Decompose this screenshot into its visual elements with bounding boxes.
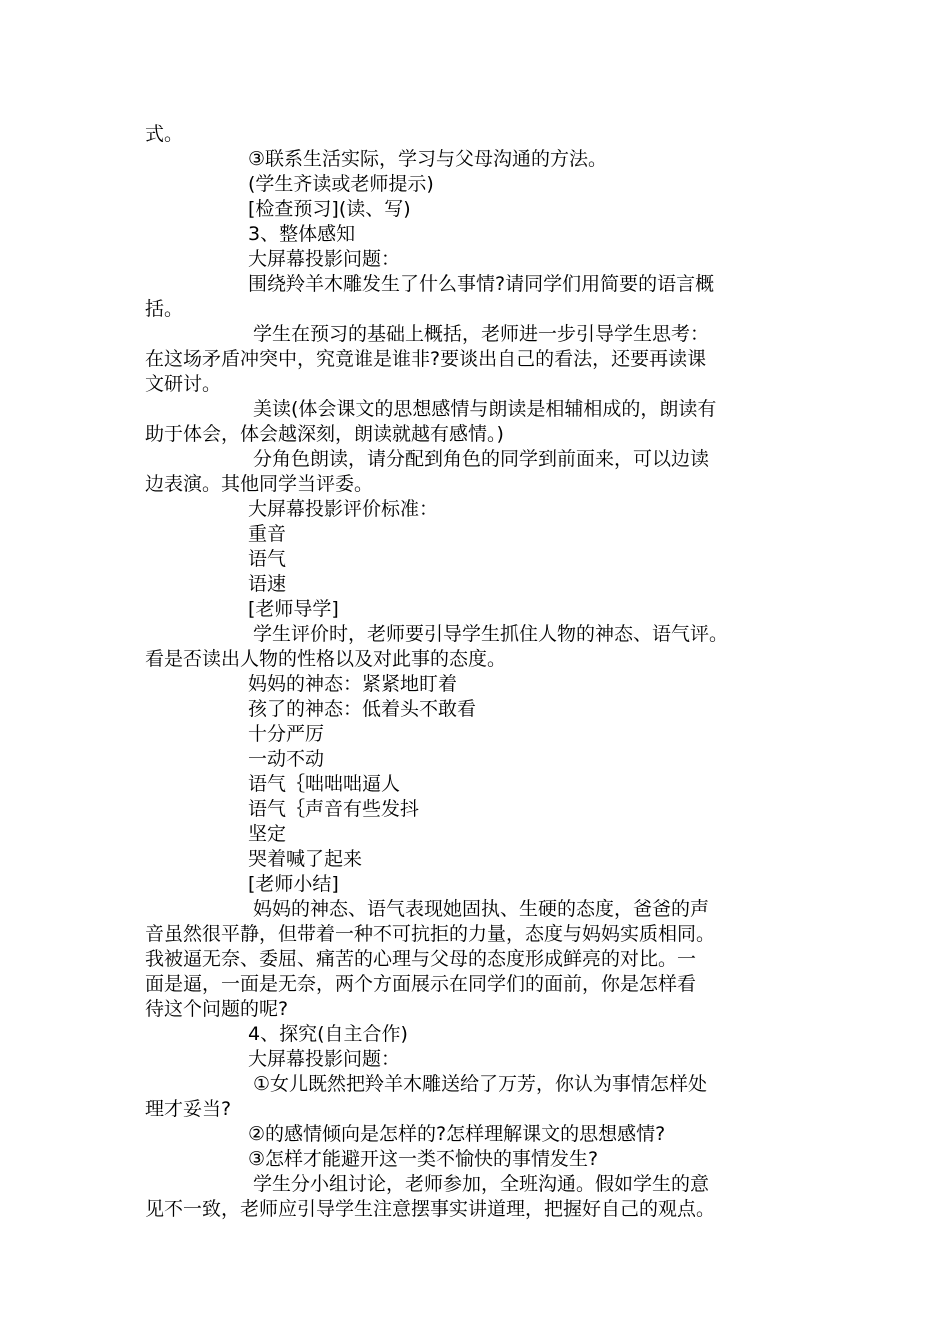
text-line: ③联系生活实际，学习与父母沟通的方法。 — [248, 148, 608, 170]
text-line: 语气｛咄咄咄逼人 — [248, 773, 401, 795]
text-line: 十分严厉 — [248, 723, 325, 745]
text-line: 孩了的神态：低着头不敢看 — [248, 698, 477, 720]
text-line: 括。 — [145, 298, 184, 320]
document-body — [145, 122, 825, 1222]
text-line: 学生评价时，老师要引导学生抓住人物的神态、语气评。 — [253, 623, 729, 645]
text-line: ③怎样才能避开这一类不愉快的事情发生? — [248, 1148, 599, 1170]
text-line: 大屏幕投影问题： — [248, 248, 401, 270]
text-line: 坚定 — [248, 823, 287, 845]
text-line: 学生分小组讨论，老师参加，全班沟通。假如学生的意 — [253, 1173, 710, 1195]
text-line: 大屏幕投影评价标准： — [248, 498, 439, 520]
text-line: 我被逼无奈、委屈、痛苦的心理与父母的态度形成鲜亮的对比。一 — [145, 948, 697, 970]
text-line: 大屏幕投影问题： — [248, 1048, 401, 1070]
text-line: [检查预习](读、写) — [248, 198, 411, 220]
text-line: 学生在预习的基础上概括，老师进一步引导学生思考： — [253, 323, 710, 345]
text-line: 待这个问题的呢? — [145, 998, 289, 1020]
text-line: (学生齐读或老师提示) — [248, 173, 434, 195]
text-line: 看是否读出人物的性格以及对此事的态度。 — [145, 648, 507, 670]
text-line: 语速 — [248, 573, 287, 595]
text-line: 文研讨。 — [145, 373, 222, 395]
text-line: 见不一致，老师应引导学生注意摆事实讲道理，把握好自己的观点。 — [145, 1198, 716, 1220]
text-line: 助于体会，体会越深刻，朗读就越有感情。) — [145, 423, 504, 445]
text-line: 分角色朗读，请分配到角色的同学到前面来，可以边读 — [253, 448, 710, 470]
text-line: [老师导学] — [248, 598, 339, 620]
text-line: 边表演。其他同学当评委。 — [145, 473, 374, 495]
text-line: 3、整体感知 — [248, 223, 356, 245]
text-line: 音虽然很平静，但带着一种不可抗拒的力量，态度与妈妈实质相同。 — [145, 923, 716, 945]
text-line: 面是逼，一面是无奈，两个方面展示在同学们的面前，你是怎样看 — [145, 973, 697, 995]
text-line: 美读(体会课文的思想感情与朗读是相辅相成的，朗读有 — [253, 398, 717, 420]
text-line: 哭着喊了起来 — [248, 848, 363, 870]
text-line: 在这场矛盾冲突中，究竟谁是谁非?要谈出自己的看法，还要再读课 — [145, 348, 707, 370]
text-line: 4、探究(自主合作) — [248, 1023, 408, 1045]
text-line: 语气 — [248, 548, 287, 570]
text-line: 式。 — [145, 123, 184, 145]
text-line: 语气｛声音有些发抖 — [248, 798, 420, 820]
text-line: [老师小结] — [248, 873, 339, 895]
text-line: 重音 — [248, 523, 287, 545]
text-line: 妈妈的神态、语气表现她固执、生硬的态度，爸爸的声 — [253, 898, 710, 920]
text-line: 围绕羚羊木雕发生了什么事情?请同学们用简要的语言概 — [248, 273, 715, 295]
text-line: ①女儿既然把羚羊木雕送给了万芳，你认为事情怎样处 — [253, 1073, 708, 1095]
text-line: ②的感情倾向是怎样的?怎样理解课文的思想感情? — [248, 1123, 666, 1145]
text-line: 理才妥当? — [145, 1098, 232, 1120]
text-line: 妈妈的神态：紧紧地盯着 — [248, 673, 458, 695]
text-line: 一动不动 — [248, 748, 325, 770]
